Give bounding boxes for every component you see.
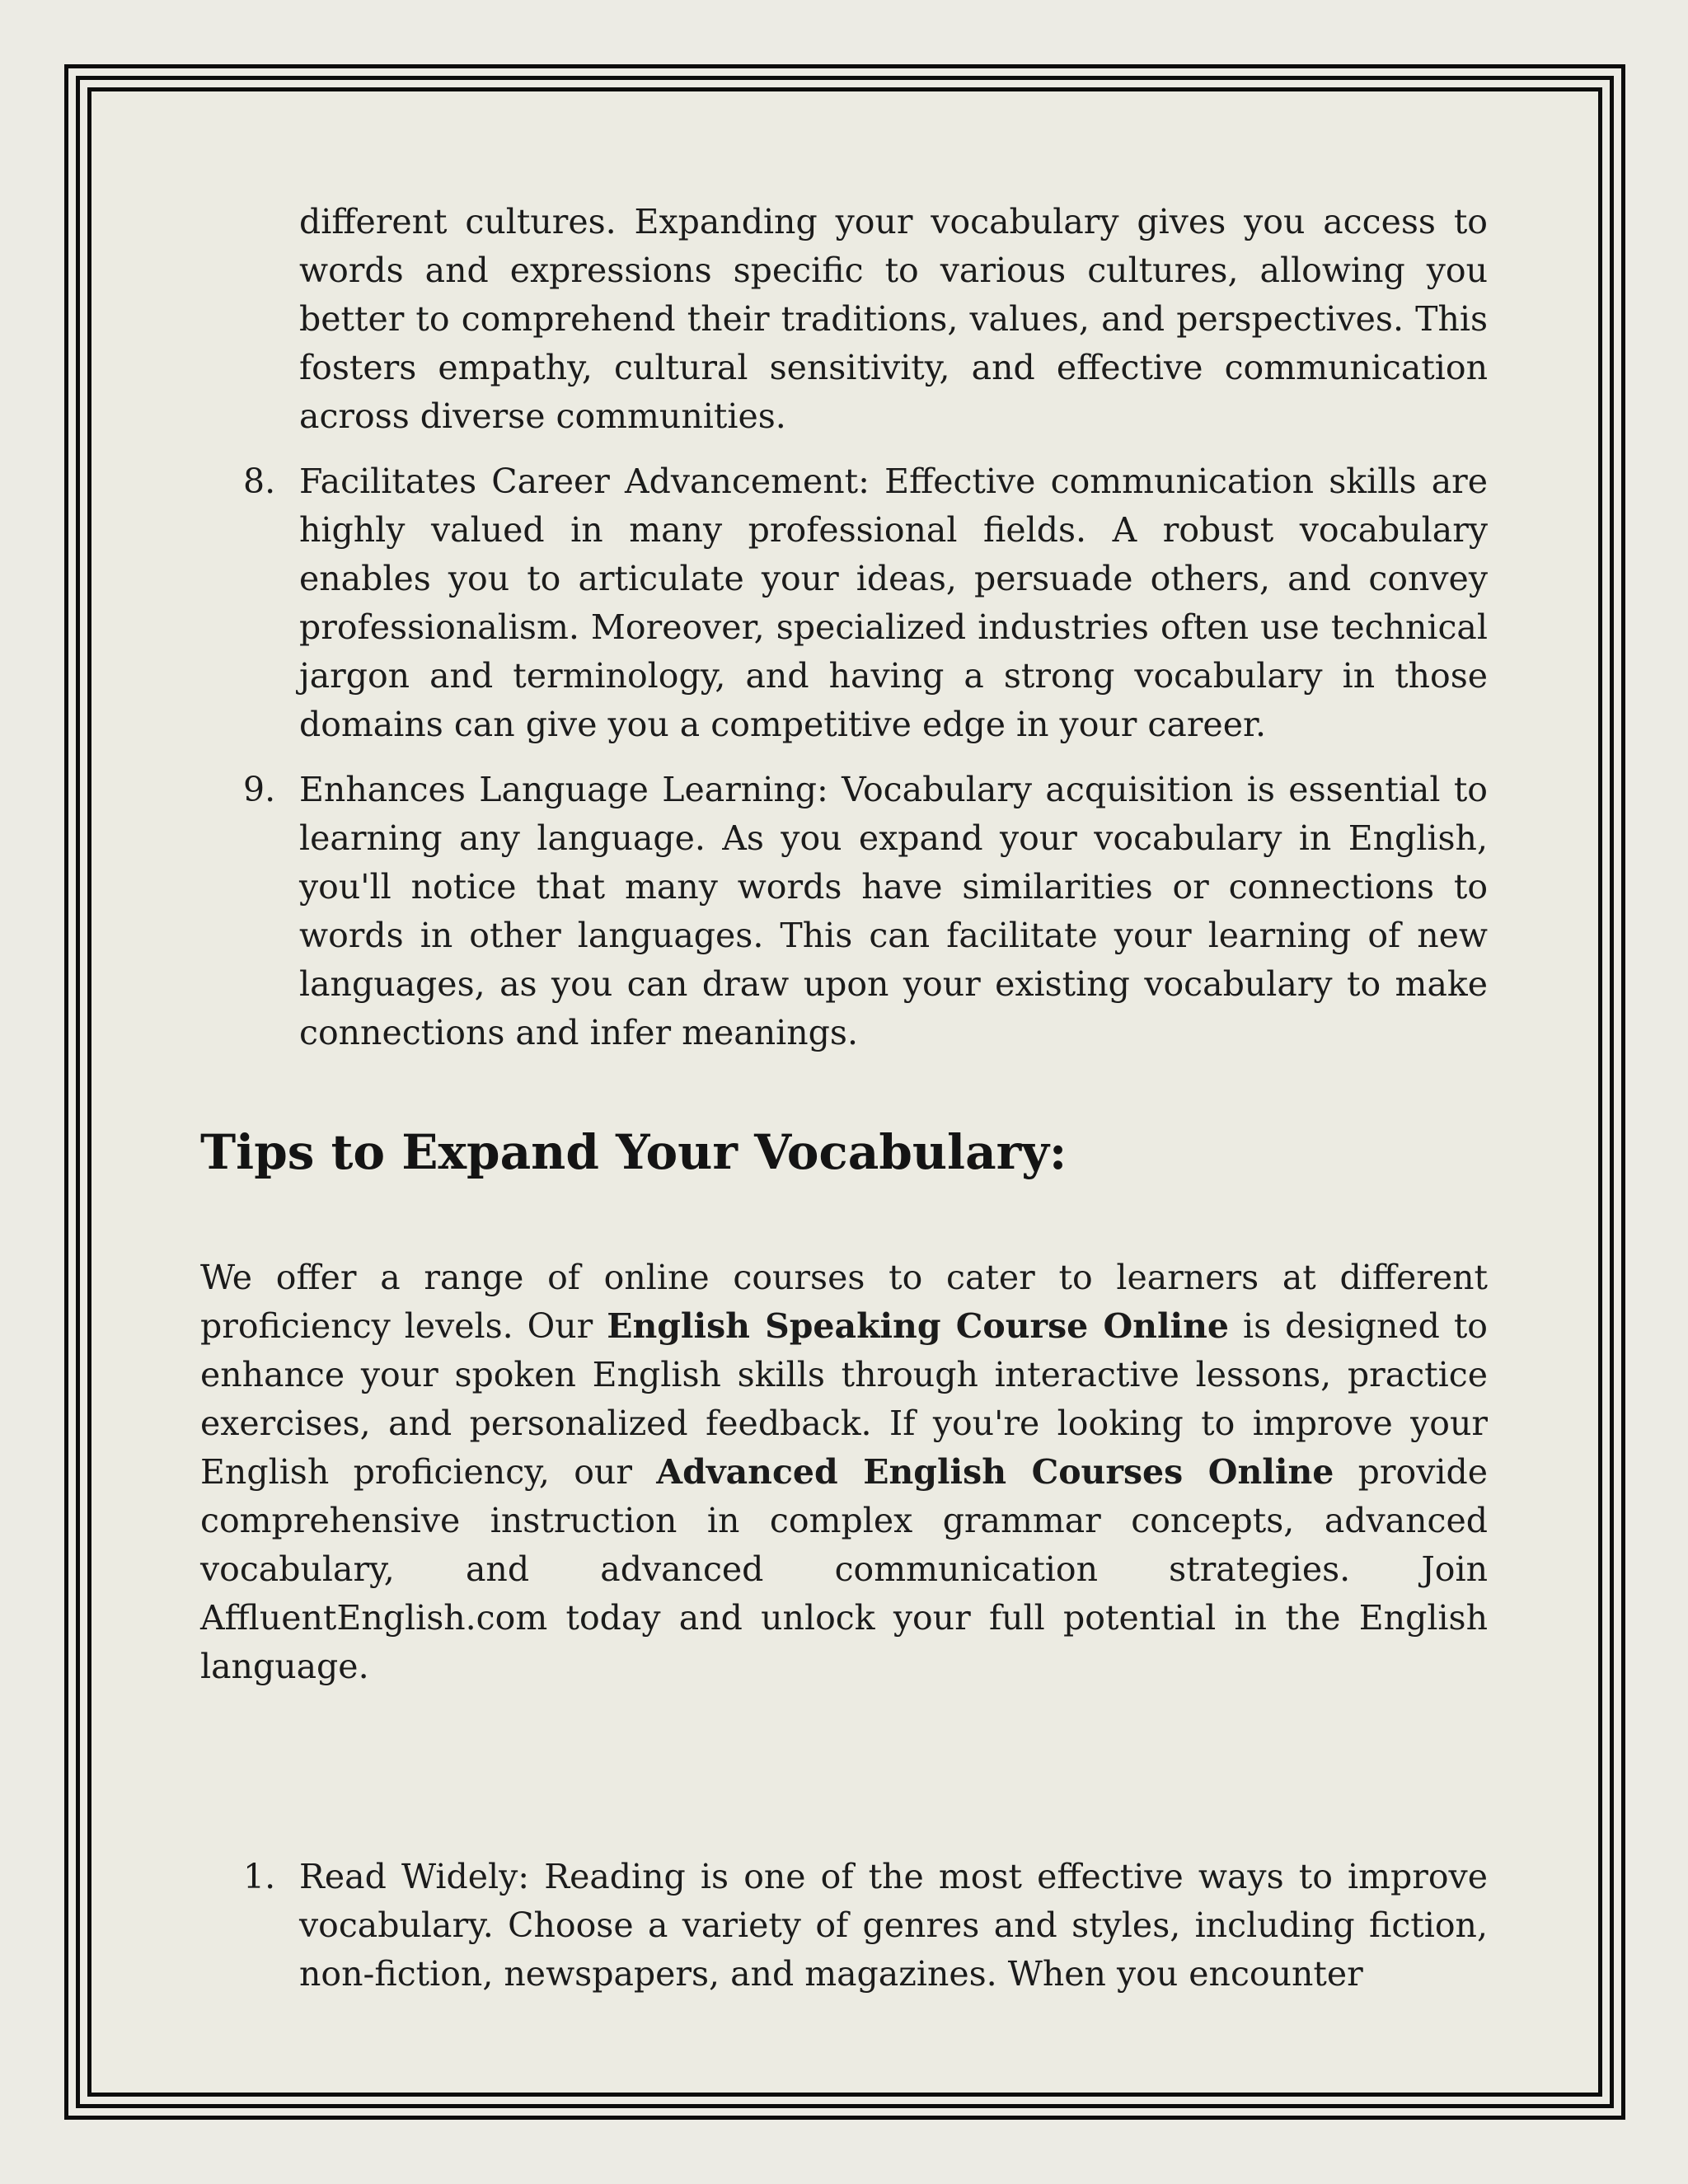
list-item	[200, 766, 1488, 1057]
intro-text-part2: is designed to enhance your spoken English skills through interactive lessons, practice exercises, and personalized feedback. If you're looking to improve your English proficiency, our	[200, 1306, 1488, 1492]
section-heading: Tips to Expand Your Vocabulary:	[200, 1124, 1067, 1180]
intro-text-part1: We offer a range of online courses to cater to learners at different proficiency levels. Our	[200, 1258, 1488, 1346]
intro-paragraph	[200, 1254, 1488, 1691]
list-item-number: 1.	[243, 1857, 276, 1896]
list-item-text: Read Widely: Reading is one of the most effective ways to improve vocabulary. Choose a variety of genres and styles, including fiction, non-fiction, newspapers, and magazines. When you encounter	[299, 1857, 1488, 1994]
list-item-text: Enhances Language Learning: Vocabulary acquisition is essential to learning any language. As you expand your vocabulary in English, you'll notice that many words have similarities or connections to words in other languages. This can facilitate your learning of new languages, as you can draw upon your existing vocabulary to make connections and infer meanings.	[299, 770, 1488, 1052]
list-item	[200, 1853, 1488, 1999]
course-link-advanced: Advanced English Courses Online	[656, 1452, 1334, 1492]
list-item-number: 9.	[243, 770, 276, 809]
page-content	[200, 198, 1488, 1999]
list-item-number: 8.	[243, 462, 276, 501]
continuation-paragraph: different cultures. Expanding your vocabulary gives you access to words and expressions specific to various cultures, allowing you better to comprehend their traditions, values, and perspectives. This fosters empathy, cultural sensitivity, and effective communication across diverse communities.	[299, 202, 1488, 436]
intro-text-part3: provide comprehensive instruction in complex grammar concepts, advanced vocabulary, and advanced communication strategies. Join AffluentEnglish.com today and unlock your full potential in the English language.	[200, 1452, 1489, 1686]
list-item-text: Facilitates Career Advancement: Effective communication skills are highly valued in many professional fields. A robust vocabulary enables you to articulate your ideas, persuade others, and convey professionalism. Moreover, specialized industries often use technical jargon and terminology, and having a strong vocabulary in those domains can give you a competitive edge in your career.	[299, 462, 1488, 744]
course-link-speaking: English Speaking Course Online	[607, 1306, 1230, 1346]
benefits-list	[200, 457, 1488, 1057]
list-item	[200, 457, 1488, 749]
tips-list	[200, 1853, 1488, 1999]
